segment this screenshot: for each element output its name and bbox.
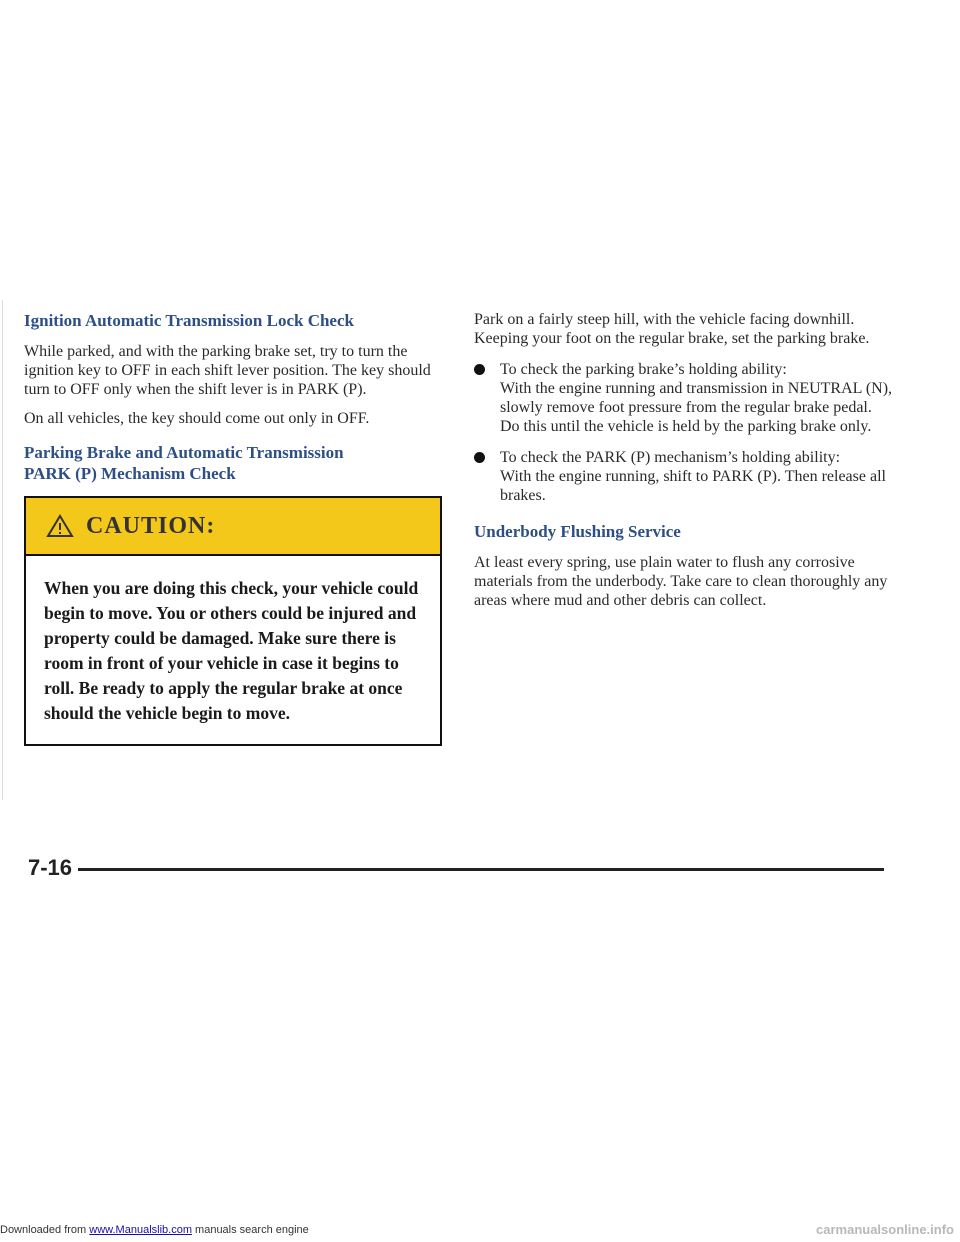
left-column bbox=[24, 310, 442, 746]
page-number: 7-16 bbox=[28, 855, 73, 880]
watermark-suffix: manuals search engine bbox=[191, 1224, 309, 1236]
watermark-prefix: Downloaded from bbox=[0, 1224, 90, 1236]
caution-box bbox=[24, 496, 442, 746]
bullet-lead: To check the parking brake’s holding ability: bbox=[500, 361, 787, 378]
caution-header bbox=[26, 498, 440, 556]
heading-ignition-lock-check: Ignition Automatic Transmission Lock Check bbox=[24, 311, 354, 330]
heading-underbody-flushing: Underbody Flushing Service bbox=[474, 522, 681, 541]
paragraph-ignition-instructions: While parked, and with the parking brake set, try to turn the ignition key to OFF in each shift lever position. The key should turn to OFF only when the shift lever is in PARK (P). bbox=[24, 343, 431, 398]
paragraph-underbody-flushing: At least every spring, use plain water to flush any corrosive materials from the underbody. Take care to clean thoroughly any areas where mud and other debris can collect. bbox=[474, 554, 888, 609]
bullet-dot-icon bbox=[474, 452, 485, 463]
page-edge-line bbox=[2, 300, 3, 800]
right-column bbox=[474, 310, 894, 610]
paragraph-park-on-hill: Park on a fairly steep hill, with the vehicle facing downhill. Keeping your foot on the regular brake, set the parking brake. bbox=[474, 311, 870, 347]
paragraph-key-out-off: On all vehicles, the key should come out only in OFF. bbox=[24, 410, 370, 427]
footer-rule bbox=[78, 868, 884, 871]
warning-triangle-icon bbox=[46, 514, 74, 538]
bullet-text: With the engine running, shift to PARK (P). Then release all brakes. bbox=[500, 468, 886, 504]
download-watermark bbox=[0, 1224, 309, 1236]
bullet-text: With the engine running and transmission in NEUTRAL (N), slowly remove foot pressure from the regular brake pedal. Do this until the vehicle is held by the parking brake only. bbox=[500, 380, 893, 435]
site-watermark: carmanualsonline.info bbox=[816, 1222, 954, 1237]
bullet-item-parking-brake bbox=[474, 360, 894, 436]
heading-park-mechanism-check bbox=[24, 442, 442, 484]
heading-park-mechanism-line2: PARK (P) Mechanism Check bbox=[24, 464, 236, 483]
bullet-lead: To check the PARK (P) mechanism’s holding ability: bbox=[500, 449, 841, 466]
heading-park-mechanism-line1: Parking Brake and Automatic Transmission bbox=[24, 443, 344, 462]
manualslib-link[interactable]: www.Manualslib.com bbox=[89, 1224, 192, 1236]
bullet-dot-icon bbox=[474, 364, 485, 375]
caution-text: When you are doing this check, your vehicle could begin to move. You or others could be injured and property could be damaged. Make sure there is room in front of your vehicle in case it begins to roll. Be ready to apply the regular brake at once should the vehicle begin to move. bbox=[44, 578, 419, 723]
caution-title: CAUTION: bbox=[86, 512, 216, 539]
bullet-item-park-mechanism bbox=[474, 448, 894, 505]
